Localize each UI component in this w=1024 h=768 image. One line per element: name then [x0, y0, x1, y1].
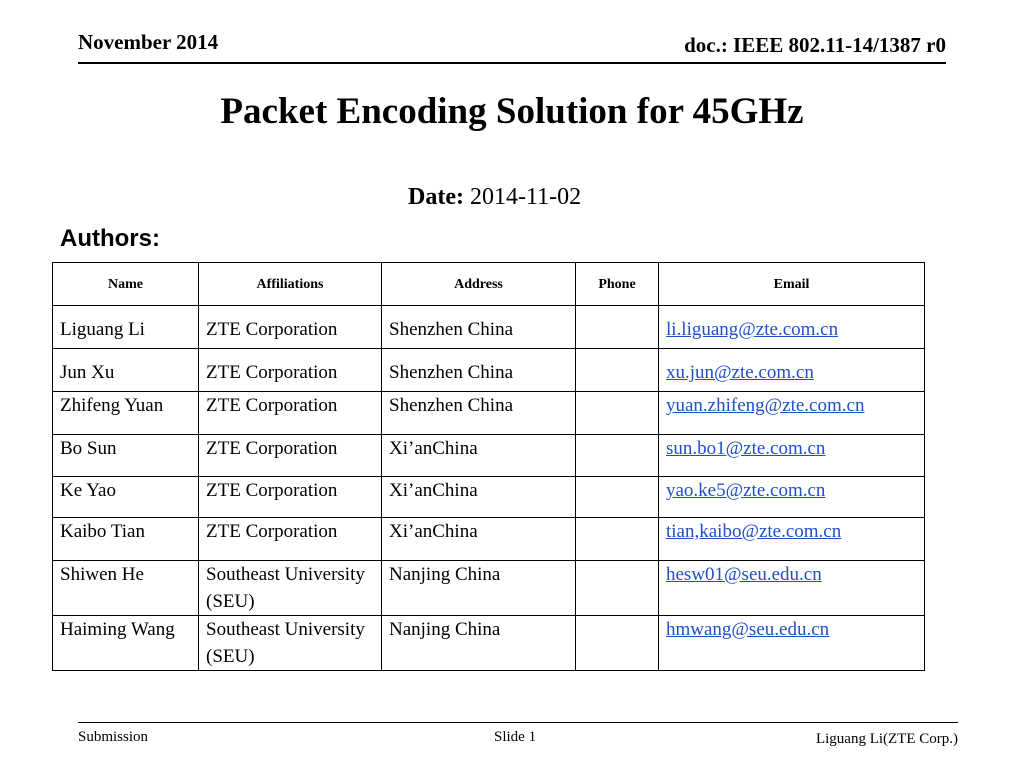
table-row [53, 518, 925, 561]
author-email [659, 306, 925, 349]
author-phone [576, 616, 659, 671]
author-address: Shenzhen China [382, 392, 576, 435]
author-name: Liguang Li [53, 306, 199, 349]
author-address: Shenzhen China [382, 306, 576, 349]
date-label: Date: [408, 184, 464, 210]
authors-heading: Authors: [60, 225, 160, 252]
author-affiliation: ZTE Corporation [199, 477, 382, 518]
author-name: Jun Xu [53, 349, 199, 392]
author-email [659, 392, 925, 435]
header-date: November 2014 [78, 30, 219, 54]
slide-title: Packet Encoding Solution for 45GHz [220, 91, 804, 132]
author-email [659, 477, 925, 518]
table-row [53, 306, 925, 349]
author-affiliation: ZTE Corporation [199, 518, 382, 561]
author-affiliation: ZTE Corporation [199, 435, 382, 477]
email-link[interactable]: li.liguang@zte.com.cn [666, 319, 839, 340]
author-email [659, 518, 925, 561]
author-address: Xi’anChina [382, 518, 576, 561]
author-name: Ke Yao [53, 477, 199, 518]
authors-table [52, 262, 925, 671]
email-link[interactable]: xu.jun@zte.com.cn [666, 362, 814, 383]
table-row [53, 392, 925, 435]
table-header-row [53, 263, 925, 306]
table-row [53, 349, 925, 392]
author-affiliation: ZTE Corporation [199, 349, 382, 392]
author-phone [576, 349, 659, 392]
footer-slide-number: Slide 1 [494, 729, 537, 745]
email-link[interactable]: tian,kaibo@zte.com.cn [666, 521, 842, 542]
author-phone [576, 561, 659, 616]
author-address: Xi’anChina [382, 435, 576, 477]
author-email [659, 435, 925, 477]
author-name: Haiming Wang [53, 616, 199, 671]
table-row [53, 435, 925, 477]
author-affiliation: ZTE Corporation [199, 306, 382, 349]
email-link[interactable]: hesw01@seu.edu.cn [666, 564, 822, 585]
email-link[interactable]: sun.bo1@zte.com.cn [666, 438, 826, 459]
footer-divider [78, 722, 958, 723]
table-row [53, 477, 925, 518]
author-name: Kaibo Tian [53, 518, 199, 561]
author-phone [576, 392, 659, 435]
email-link[interactable]: yao.ke5@zte.com.cn [666, 480, 826, 501]
author-name: Zhifeng Yuan [53, 392, 199, 435]
author-address: Nanjing China [382, 616, 576, 671]
author-email [659, 616, 925, 671]
author-email [659, 349, 925, 392]
author-phone [576, 306, 659, 349]
footer-submission: Submission [78, 729, 149, 745]
date-value: 2014-11-02 [469, 184, 582, 210]
column-header-address: Address [382, 263, 576, 306]
author-affiliation: Southeast University (SEU) [199, 616, 382, 671]
footer-author: Liguang Li(ZTE Corp.) [815, 731, 958, 747]
author-affiliation: ZTE Corporation [199, 392, 382, 435]
author-address: Xi’anChina [382, 477, 576, 518]
author-email [659, 561, 925, 616]
author-affiliation: Southeast University (SEU) [199, 561, 382, 616]
column-header-email: Email [659, 263, 925, 306]
author-address: Shenzhen China [382, 349, 576, 392]
table-row [53, 561, 925, 616]
date-line [408, 184, 581, 211]
author-name: Bo Sun [53, 435, 199, 477]
email-link[interactable]: yuan.zhifeng@zte.com.cn [666, 395, 865, 416]
header-doc-id: doc.: IEEE 802.11-14/1387 r0 [684, 33, 946, 57]
table-row [53, 616, 925, 671]
author-phone [576, 477, 659, 518]
email-link[interactable]: hmwang@seu.edu.cn [666, 619, 830, 640]
column-header-name: Name [53, 263, 199, 306]
column-header-affiliations: Affiliations [199, 263, 382, 306]
header-divider [78, 62, 946, 64]
author-phone [576, 518, 659, 561]
author-name: Shiwen He [53, 561, 199, 616]
author-phone [576, 435, 659, 477]
author-address: Nanjing China [382, 561, 576, 616]
column-header-phone: Phone [576, 263, 659, 306]
